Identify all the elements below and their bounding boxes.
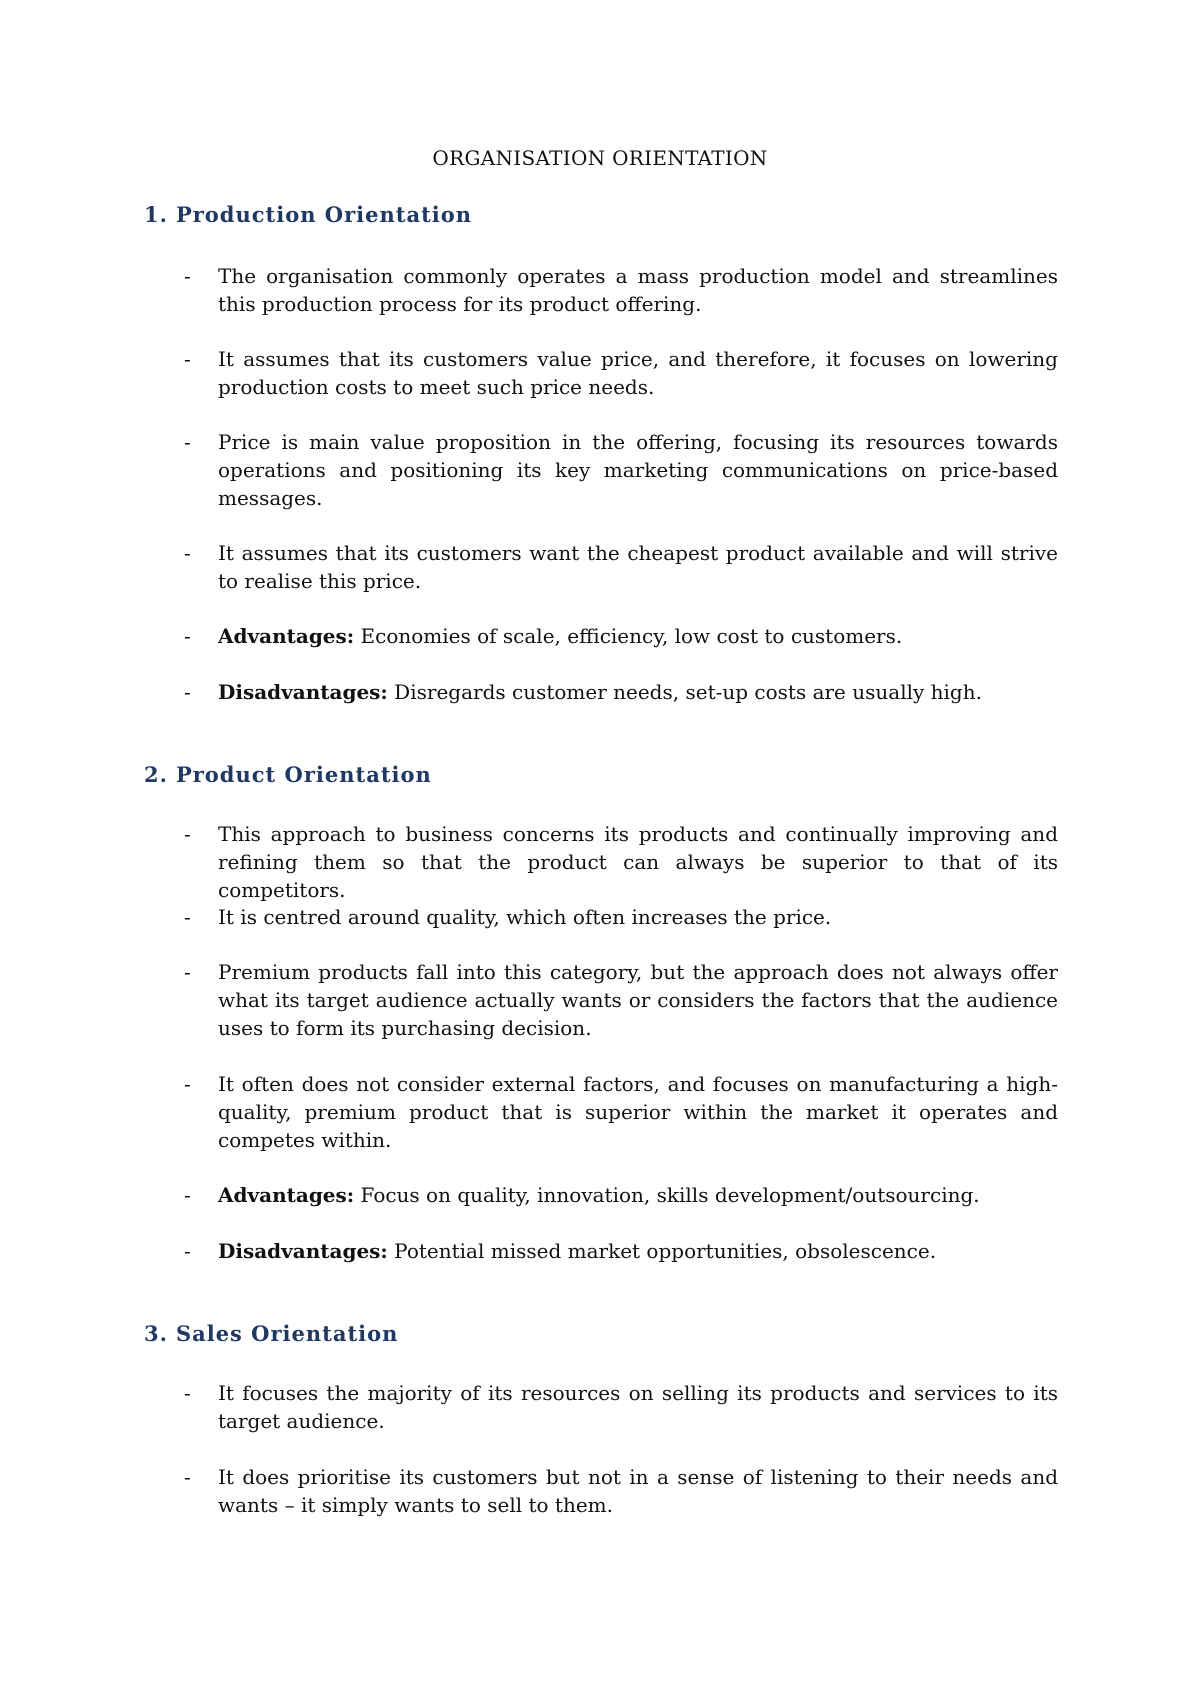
bullet-text	[218, 622, 1058, 650]
bullet-dash: -	[184, 1465, 191, 1489]
section-number: 3.	[144, 1321, 168, 1346]
bullet-dash: -	[184, 264, 191, 288]
section-heading-production-orientation	[144, 202, 472, 227]
bullet-text: The organisation commonly operates a mass production model and streamlines this production process for its product offering.	[218, 264, 1058, 316]
section-heading-product-orientation	[144, 762, 432, 787]
bullet-dash: -	[184, 680, 191, 704]
bullet-dash: -	[184, 541, 191, 565]
bullet-text: Price is main value proposition in the offering, focusing its resources towards operations and positioning its key marketing communications on price-based messages.	[218, 430, 1058, 510]
bullet-text: It often does not consider external factors, and focuses on manufacturing a high-quality, premium product that is superior within the market it operates and competes within.	[218, 1072, 1058, 1152]
bullet-text: It assumes that its customers value price, and therefore, it focuses on lowering production costs to meet such price needs.	[218, 347, 1058, 399]
bullet-dash: -	[184, 347, 191, 371]
disadvantages-label: Disadvantages:	[218, 1239, 388, 1263]
bullet-dash: -	[184, 1072, 191, 1096]
section-number: 1.	[144, 202, 168, 227]
bullet-text: It focuses the majority of its resources on selling its products and services to its target audience.	[218, 1381, 1058, 1433]
bullet-text: This approach to business concerns its products and continually improving and refining them so that the product can always be superior to that of its competitors.	[218, 822, 1058, 902]
disadvantages-label: Disadvantages:	[218, 680, 388, 704]
advantages-text: Economies of scale, efficiency, low cost to customers.	[354, 624, 903, 648]
document-title: ORGANISATION ORIENTATION	[432, 146, 768, 170]
bullet-dash: -	[184, 822, 191, 846]
bullet-text	[218, 1237, 1058, 1265]
bullet-text: It is centred around quality, which often increases the price.	[218, 905, 832, 929]
bullet-text: Premium products fall into this category, but the approach does not always offer what its target audience actually wants or considers the factors that the audience uses to form its purchasing decision.	[218, 960, 1058, 1040]
advantages-label: Advantages:	[218, 1183, 355, 1207]
disadvantages-text: Potential missed market opportunities, obsolescence.	[387, 1239, 937, 1263]
bullet-text: It assumes that its customers want the cheapest product available and will strive to realise this price.	[218, 541, 1058, 593]
section-heading-sales-orientation	[144, 1321, 398, 1346]
bullet-dash: -	[184, 1183, 191, 1207]
bullet-text	[218, 678, 1058, 706]
bullet-dash: -	[184, 1239, 191, 1263]
section-title: Product Orientation	[175, 762, 432, 787]
section-title: Production Orientation	[175, 202, 473, 227]
bullet-dash: -	[184, 624, 191, 648]
advantages-label: Advantages:	[218, 624, 355, 648]
bullet-dash: -	[184, 960, 191, 984]
disadvantages-text: Disregards customer needs, set-up costs are usually high.	[387, 680, 982, 704]
bullet-dash: -	[184, 905, 191, 929]
bullet-text	[218, 1181, 1058, 1209]
section-number: 2.	[144, 762, 168, 787]
bullet-dash: -	[184, 430, 191, 454]
bullet-dash: -	[184, 1381, 191, 1405]
bullet-text: It does prioritise its customers but not in a sense of listening to their needs and wants – it simply wants to sell to them.	[218, 1465, 1058, 1517]
section-title: Sales Orientation	[175, 1321, 399, 1346]
advantages-text: Focus on quality, innovation, skills development/outsourcing.	[354, 1183, 980, 1207]
